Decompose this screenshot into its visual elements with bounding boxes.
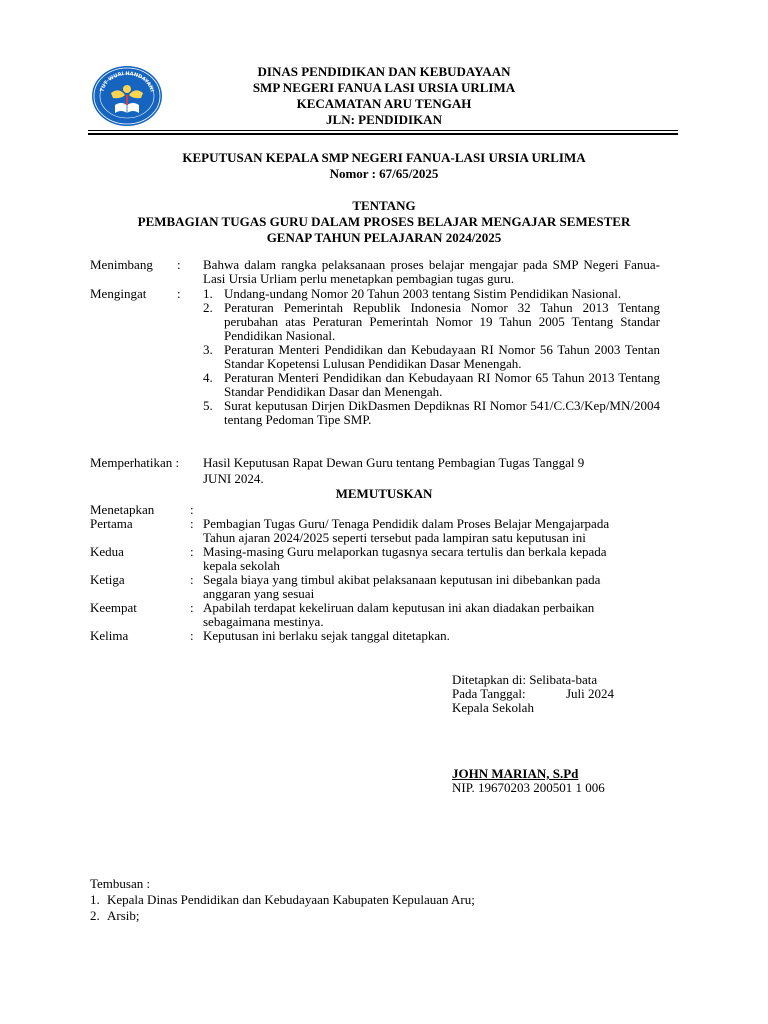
institution-name: DINAS PENDIDIKAN DAN KEBUDAYAAN xyxy=(257,64,511,79)
decision-label: Keempat xyxy=(90,600,137,615)
decree-subject-line2: GENAP TAHUN PELAJARAN 2024/2025 xyxy=(266,230,502,245)
signatory-nip: NIP. 19670203 200501 1 006 xyxy=(452,780,605,795)
signature-date-label: Pada Tanggal: xyxy=(452,686,526,701)
mengingat-list xyxy=(203,287,660,427)
signature-date-value: Juli 2024 xyxy=(566,686,615,701)
decree-number: Nomor : 67/65/2025 xyxy=(329,166,439,181)
tentang-heading: TENTANG xyxy=(352,198,416,213)
decision-text-line2: sebagaimana mestinya. xyxy=(203,614,324,629)
decision-text-line2: anggaran yang sesuai xyxy=(203,586,315,601)
tembusan-item-num: 1. xyxy=(90,892,100,907)
signatory-name: JOHN MARIAN, S.Pd xyxy=(452,766,579,781)
decision-text-line1: Apabilah terdapat kekeliruan dalam keputusan ini akan diadakan perbaikan xyxy=(203,600,595,615)
mengingat-label: Mengingat xyxy=(90,286,147,301)
tembusan-item-text: Kepala Dinas Pendidikan dan Kebudayaan Kabupaten Kepulauan Aru; xyxy=(107,892,475,907)
decision-colon: : xyxy=(190,600,194,615)
decision-label: Ketiga xyxy=(90,572,125,587)
decision-text-line1: Masing-masing Guru melaporkan tugasnya secara tertulis dan berkala kepada xyxy=(203,544,607,559)
school-name: SMP NEGERI FANUA LASI URSIA URLIMA xyxy=(252,80,516,95)
signature-position: Kepala Sekolah xyxy=(452,700,534,715)
decree-subject-line1: PEMBAGIAN TUGAS GURU DALAM PROSES BELAJAR MENGAJAR SEMESTER xyxy=(137,214,631,229)
list-item: 2. Peraturan Pemerintah Republik Indonesia Nomor 32 Tahun 2013 Tentang perubahan atas Peraturan Pemerintah Nomor 19 Tahun 2005 Tentang Standar Pendidikan Nasional. xyxy=(203,300,660,343)
decision-label: Pertama xyxy=(90,516,133,531)
decision-text-line2: kepala sekolah xyxy=(203,558,280,573)
decision-text-line1: Pembagian Tugas Guru/ Tenaga Pendidik dalam Proses Belajar Mengajarpada xyxy=(203,516,610,531)
menetapkan-colon: : xyxy=(190,502,194,517)
mengingat-colon: : xyxy=(177,286,181,301)
decision-colon: : xyxy=(190,516,194,531)
memutuskan-heading: MEMUTUSKAN xyxy=(335,486,433,501)
menimbang-text: Bahwa dalam rangka pelaksanaan proses belajar mengajar pada SMP Negeri Fanua-Lasi Ursia Urliam perlu menetapkan pembagian tugas guru. xyxy=(203,257,660,286)
list-item: 3. Peraturan Menteri Pendidikan dan Kebudayaan RI Nomor 56 Tahun 2003 Tentan Standar Kopetensi Lulusan Pendidikan Dasar Menengah. xyxy=(203,342,660,371)
tembusan-item-num: 2. xyxy=(90,908,100,923)
menimbang-label: Menimbang xyxy=(90,257,153,272)
menimbang-colon: : xyxy=(177,257,181,272)
decision-text-line1: Segala biaya yang timbul akibat pelaksanaan keputusan ini dibebankan pada xyxy=(203,572,601,587)
signature-place: Ditetapkan di: Selibata-bata xyxy=(452,672,598,687)
decision-colon: : xyxy=(190,572,194,587)
list-item: 4. Peraturan Menteri Pendidikan dan Kebudayaan RI Nomor 65 Tahun 2013 Tentang Standar Pendidikan Dasar dan Menengah. xyxy=(203,370,660,399)
svg-text:TUT WURI HANDAYANI: TUT WURI HANDAYANI xyxy=(99,70,155,93)
decision-label: Kelima xyxy=(90,628,129,643)
tembusan-item-text: Arsib; xyxy=(107,908,140,923)
decision-colon: : xyxy=(190,628,194,643)
decision-colon: : xyxy=(190,544,194,559)
header-divider-thin xyxy=(88,130,678,131)
district-name: KECAMATAN ARU TENGAH xyxy=(296,96,472,111)
list-item: 5. Surat keputusan Dirjen DikDasmen Depdiknas RI Nomor 541/C.C3/Kep/MN/2004 tentang Pedoman Tipe SMP. xyxy=(203,398,660,427)
memperhatikan-line1: Hasil Keputusan Rapat Dewan Guru tentang Pembagian Tugas Tanggal 9 xyxy=(203,455,585,470)
tembusan-label: Tembusan : xyxy=(90,876,151,891)
decision-text-line1: Keputusan ini berlaku sejak tanggal ditetapkan. xyxy=(203,628,450,643)
list-item: 1. Undang-undang Nomor 20 Tahun 2003 tentang Sistim Pendidikan Nasional. xyxy=(203,286,622,301)
decision-text-line2: Tahun ajaran 2024/2025 seperti tersebut pada lampiran satu keputusan ini xyxy=(203,530,586,545)
menetapkan-label: Menetapkan xyxy=(90,502,155,517)
memperhatikan-label: Memperhatikan : xyxy=(90,455,180,470)
header-divider-thick xyxy=(88,133,678,135)
memperhatikan-line2: JUNI 2024. xyxy=(203,471,264,486)
decision-label: Kedua xyxy=(90,544,124,559)
decree-title: KEPUTUSAN KEPALA SMP NEGERI FANUA-LASI URSIA URLIMA xyxy=(182,150,586,165)
school-address: JLN: PENDIDIKAN xyxy=(326,112,442,127)
